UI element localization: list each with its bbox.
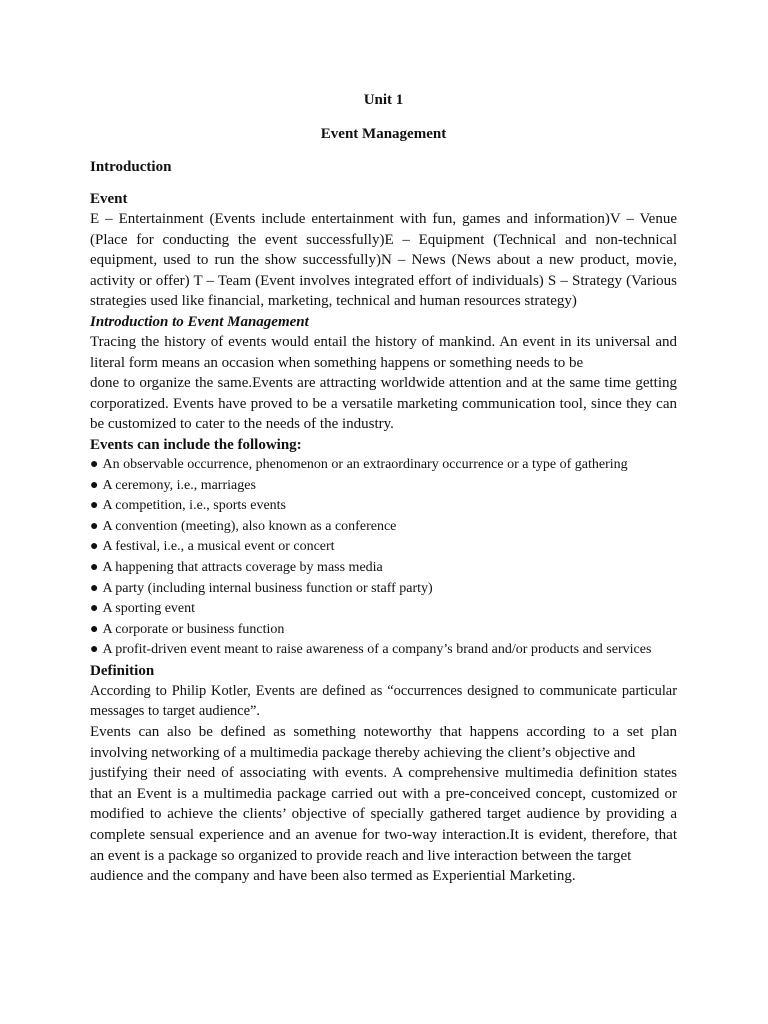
definition-heading: Definition — [90, 662, 155, 679]
bullet-icon: ● — [90, 580, 99, 596]
list-item: ● A profit-driven event meant to raise awareness of a company’s brand and/or products and services — [90, 642, 652, 658]
bullet-icon: ● — [90, 498, 99, 514]
definition-paragraph — [90, 722, 677, 887]
text-line: modified to achieve the clients’ objective of specially gathered target audience by providing a — [90, 806, 677, 823]
definition-kotler-paragraph: According to Philip Kotler, Events are defined as “occurrences designed to communicate particular messages to target audience”. — [90, 682, 677, 720]
list-heading: Events can include the following: — [90, 436, 302, 453]
bullet-icon: ● — [90, 539, 99, 555]
document-title: Event Management — [320, 126, 447, 142]
list-item: ● A party (including internal business function or staff party) — [90, 580, 433, 596]
bullet-icon: ● — [90, 601, 99, 617]
list-item: ● An observable occurrence, phenomenon or an extraordinary occurrence or a type of gathering — [90, 456, 628, 472]
text-line: involving networking of a multimedia package thereby achieving the client’s objective and — [90, 744, 636, 761]
text-line: an event is a package so organized to provide reach and live interaction between the target — [90, 847, 632, 864]
text-line: Events can also be defined as something noteworthy that happens according to a set plan — [90, 724, 677, 741]
bullet-icon: ● — [90, 642, 99, 658]
text-line: that an Event is a multimedia package carried out with a pre-conceived concept, customized or — [90, 785, 677, 802]
list-item: ● A festival, i.e., a musical event or concert — [90, 539, 335, 555]
list-item: ● A competition, i.e., sports events — [90, 498, 286, 514]
text-line: Tracing the history of events would entail the history of mankind. An event in its universal and — [90, 333, 677, 350]
list-item: ● A happening that attracts coverage by mass media — [90, 559, 383, 575]
list-item: ● A convention (meeting), also known as a conference — [90, 518, 397, 534]
bullet-icon: ● — [90, 518, 99, 534]
event-paragraph: E – Entertainment (Events include entertainment with fun, games and information)V – Venue (Place for conducting the event successfully)E – Equipment (Technical and non-technical equipment, used to run the show successfully)N – News (News about a new product, movie, activity or offer) T – Team (Event involves integrated effort of individuals) S – Strategy (Various strategies used like financial, marketing, technical and human resources strategy) — [90, 211, 677, 310]
text-line: be customized to cater to the needs of the industry. — [90, 416, 394, 433]
bullet-icon: ● — [90, 621, 99, 637]
text-line: done to organize the same.Events are attracting worldwide attention and at the same time getting — [90, 375, 677, 392]
introduction-heading: Introduction — [90, 159, 172, 175]
text-line: audience and the company and have been also termed as Experiential Marketing. — [90, 868, 576, 885]
intro-event-management-heading: Introduction to Event Management — [90, 313, 309, 330]
bullet-icon: ● — [90, 477, 99, 493]
bullet-icon: ● — [90, 456, 99, 472]
list-item: ● A ceremony, i.e., marriages — [90, 477, 256, 493]
text-line: complete sensual experience and an avenue for two-way interaction.It is evident, therefore, that — [90, 827, 677, 844]
unit-title: Unit 1 — [363, 92, 404, 108]
intro-event-management-paragraph — [90, 332, 677, 435]
text-line: corporatized. Events have proved to be a versatile marketing communication tool, since they can — [90, 395, 677, 412]
text-line: justifying their need of associating with events. A comprehensive multimedia definition states — [90, 765, 677, 782]
event-heading: Event — [90, 191, 128, 207]
text-line: literal form means an occasion when something happens or something needs to be — [90, 354, 584, 371]
bullet-icon: ● — [90, 559, 99, 575]
list-item: ● A sporting event — [90, 601, 196, 617]
events-list — [90, 455, 677, 661]
list-item: ● A corporate or business function — [90, 621, 285, 637]
